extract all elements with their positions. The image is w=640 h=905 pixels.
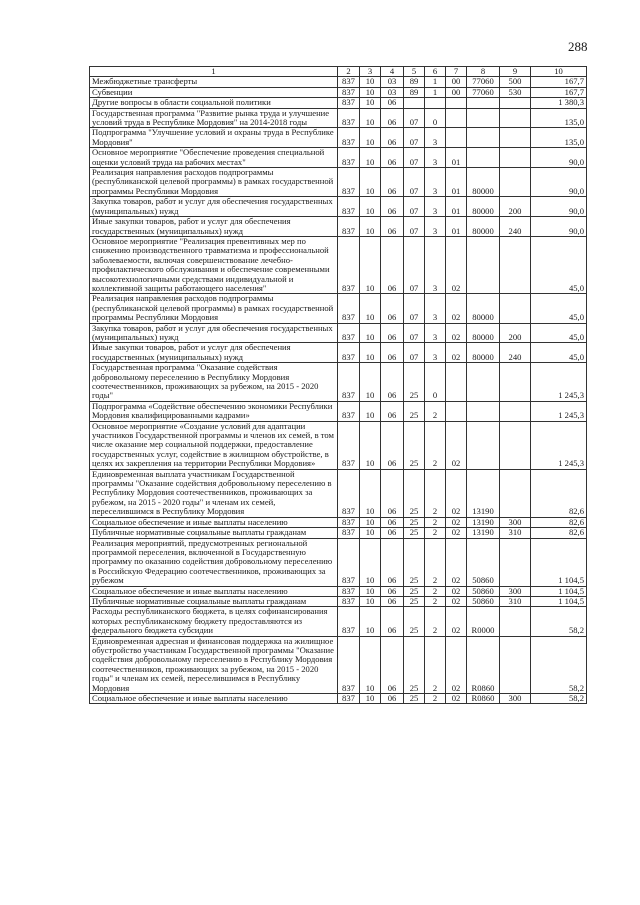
- column-header: 6: [425, 67, 446, 77]
- amount-cell: 167,7: [531, 87, 587, 97]
- code-cell: [500, 363, 531, 402]
- code-cell: 10: [360, 128, 381, 148]
- amount-cell: 1 245,3: [531, 401, 587, 421]
- code-cell: 3: [425, 236, 446, 293]
- code-cell: 00: [446, 77, 467, 87]
- code-cell: 1: [425, 77, 446, 87]
- table-row: [90, 517, 587, 527]
- row-name-cell: Иные закупки товаров, работ и услуг для обеспечения государственных (муниципальных) нужд: [90, 217, 338, 237]
- code-cell: 2: [425, 586, 446, 596]
- code-cell: 06: [381, 469, 404, 517]
- code-cell: 02: [446, 343, 467, 363]
- table-row: [90, 469, 587, 517]
- code-cell: 03: [381, 77, 404, 87]
- code-cell: 02: [446, 236, 467, 293]
- row-name-cell: Реализация направления расходов подпрограммы (республиканской целевой программы) в рамках государственной программы Республики Мордовия: [90, 168, 338, 197]
- code-cell: 2: [425, 636, 446, 693]
- row-name-cell: Основное мероприятие "Реализация превентивных мер по снижению производственного травматизма и профессиональной заболеваемости, включая совершенствование лечебно-профилактического обслуживания и обеспечение современными высокотехнологичными средствами индивидуальной и коллективной защиты работающего населения": [90, 236, 338, 293]
- code-cell: 837: [338, 128, 360, 148]
- row-name-cell: Основное мероприятие «Создание условий для адаптации участников Государственной программы и членов их семей, в том числе оказание мер социальной поддержки, предоставление государственных услуг, содействие в жилищном обустройстве, в целях их закрепления на территории Республики Мордовия»: [90, 421, 338, 469]
- code-cell: 25: [404, 363, 425, 402]
- code-cell: 06: [381, 607, 404, 636]
- code-cell: 02: [446, 607, 467, 636]
- code-cell: 300: [500, 694, 531, 704]
- code-cell: 2: [425, 421, 446, 469]
- amount-cell: 1 104,5: [531, 586, 587, 596]
- table-row: [90, 694, 587, 704]
- code-cell: 89: [404, 77, 425, 87]
- code-cell: [467, 98, 500, 108]
- amount-cell: 167,7: [531, 77, 587, 87]
- code-cell: [467, 421, 500, 469]
- code-cell: 25: [404, 517, 425, 527]
- code-cell: 07: [404, 197, 425, 217]
- table-row: [90, 538, 587, 586]
- column-header: 10: [531, 67, 587, 77]
- code-cell: 80000: [467, 197, 500, 217]
- code-cell: 07: [404, 148, 425, 168]
- code-cell: [467, 401, 500, 421]
- table-row: [90, 528, 587, 538]
- column-header: 4: [381, 67, 404, 77]
- code-cell: 2: [425, 596, 446, 606]
- code-cell: 06: [381, 636, 404, 693]
- code-cell: 06: [381, 363, 404, 402]
- code-cell: 77060: [467, 87, 500, 97]
- code-cell: 837: [338, 343, 360, 363]
- code-cell: 25: [404, 636, 425, 693]
- code-cell: 10: [360, 469, 381, 517]
- amount-cell: 90,0: [531, 168, 587, 197]
- code-cell: 837: [338, 469, 360, 517]
- code-cell: 07: [404, 343, 425, 363]
- code-cell: [500, 236, 531, 293]
- table-row: [90, 168, 587, 197]
- amount-cell: 90,0: [531, 148, 587, 168]
- code-cell: [500, 98, 531, 108]
- code-cell: 06: [381, 168, 404, 197]
- table-row: [90, 607, 587, 636]
- code-cell: 2: [425, 538, 446, 586]
- code-cell: 837: [338, 607, 360, 636]
- code-cell: 0: [425, 363, 446, 402]
- code-cell: 3: [425, 197, 446, 217]
- code-cell: 01: [446, 217, 467, 237]
- row-name-cell: Иные закупки товаров, работ и услуг для обеспечения государственных (муниципальных) нужд: [90, 343, 338, 363]
- code-cell: 10: [360, 586, 381, 596]
- code-cell: [500, 469, 531, 517]
- code-cell: 3: [425, 343, 446, 363]
- row-name-cell: Подпрограмма «Содействие обеспечению экономики Республики Мордовия квалифицированными кадрами»: [90, 401, 338, 421]
- code-cell: 3: [425, 323, 446, 343]
- code-cell: [500, 108, 531, 128]
- code-cell: 837: [338, 538, 360, 586]
- code-cell: 837: [338, 217, 360, 237]
- code-cell: 10: [360, 363, 381, 402]
- amount-cell: 58,2: [531, 694, 587, 704]
- code-cell: 07: [404, 294, 425, 323]
- code-cell: 10: [360, 636, 381, 693]
- code-cell: 2: [425, 469, 446, 517]
- amount-cell: 90,0: [531, 217, 587, 237]
- code-cell: 10: [360, 538, 381, 586]
- code-cell: 01: [446, 197, 467, 217]
- code-cell: [404, 98, 425, 108]
- code-cell: 200: [500, 323, 531, 343]
- code-cell: [500, 128, 531, 148]
- code-cell: 837: [338, 236, 360, 293]
- row-name-cell: Подпрограмма "Улучшение условий и охраны труда в Республике Мордовия": [90, 128, 338, 148]
- code-cell: 06: [381, 596, 404, 606]
- code-cell: 02: [446, 517, 467, 527]
- code-cell: 837: [338, 528, 360, 538]
- column-header: 8: [467, 67, 500, 77]
- code-cell: 50860: [467, 586, 500, 596]
- code-cell: 25: [404, 538, 425, 586]
- table-row: [90, 343, 587, 363]
- code-cell: 10: [360, 168, 381, 197]
- code-cell: 06: [381, 528, 404, 538]
- amount-cell: 1 245,3: [531, 421, 587, 469]
- code-cell: 10: [360, 236, 381, 293]
- row-name-cell: Закупка товаров, работ и услуг для обеспечения государственных (муниципальных) нужд: [90, 197, 338, 217]
- code-cell: 837: [338, 108, 360, 128]
- amount-cell: 45,0: [531, 294, 587, 323]
- code-cell: 06: [381, 108, 404, 128]
- amount-cell: 82,6: [531, 517, 587, 527]
- code-cell: 837: [338, 148, 360, 168]
- code-cell: [500, 421, 531, 469]
- code-cell: 07: [404, 323, 425, 343]
- code-cell: [500, 607, 531, 636]
- code-cell: 10: [360, 421, 381, 469]
- code-cell: [446, 401, 467, 421]
- code-cell: 80000: [467, 217, 500, 237]
- code-cell: 837: [338, 363, 360, 402]
- budget-table: [89, 66, 587, 704]
- amount-cell: 1 104,5: [531, 596, 587, 606]
- amount-cell: 82,6: [531, 469, 587, 517]
- code-cell: 837: [338, 401, 360, 421]
- amount-cell: 1 104,5: [531, 538, 587, 586]
- code-cell: 10: [360, 607, 381, 636]
- code-cell: [500, 294, 531, 323]
- column-header: 2: [338, 67, 360, 77]
- code-cell: 02: [446, 421, 467, 469]
- code-cell: 10: [360, 528, 381, 538]
- table-row: [90, 77, 587, 87]
- code-cell: 01: [446, 168, 467, 197]
- amount-cell: 58,2: [531, 636, 587, 693]
- table-row: [90, 401, 587, 421]
- column-header: 7: [446, 67, 467, 77]
- code-cell: 06: [381, 148, 404, 168]
- code-cell: 10: [360, 694, 381, 704]
- code-cell: 10: [360, 401, 381, 421]
- row-name-cell: Социальное обеспечение и иные выплаты населению: [90, 694, 338, 704]
- row-name-cell: Субвенции: [90, 87, 338, 97]
- row-name-cell: Реализация направления расходов подпрограммы (республиканской целевой программы) в рамках государственной программы Республики Мордовия: [90, 294, 338, 323]
- row-name-cell: Единовременная выплата участникам Государственной программы "Оказание содействия добровольному переселению в Республику Мордовия соотечественников, проживающих за рубежом, на 2015 - 2020 годы" и членам их семей, переселившимся в Республику Мордовия: [90, 469, 338, 517]
- code-cell: 10: [360, 197, 381, 217]
- table-row: [90, 363, 587, 402]
- code-cell: 06: [381, 517, 404, 527]
- code-cell: 50860: [467, 596, 500, 606]
- column-header: 9: [500, 67, 531, 77]
- code-cell: 837: [338, 323, 360, 343]
- table-row: [90, 197, 587, 217]
- code-cell: 300: [500, 586, 531, 596]
- code-cell: 837: [338, 98, 360, 108]
- code-cell: 50860: [467, 538, 500, 586]
- code-cell: 06: [381, 197, 404, 217]
- table-row: [90, 217, 587, 237]
- code-cell: 02: [446, 694, 467, 704]
- column-header: 5: [404, 67, 425, 77]
- code-cell: 80000: [467, 343, 500, 363]
- code-cell: 10: [360, 596, 381, 606]
- table-header-row: [90, 67, 587, 77]
- table-row: [90, 636, 587, 693]
- code-cell: 837: [338, 197, 360, 217]
- code-cell: 10: [360, 98, 381, 108]
- code-cell: 2: [425, 401, 446, 421]
- code-cell: 02: [446, 636, 467, 693]
- code-cell: 10: [360, 217, 381, 237]
- code-cell: [500, 148, 531, 168]
- code-cell: 240: [500, 343, 531, 363]
- code-cell: [500, 636, 531, 693]
- code-cell: 06: [381, 236, 404, 293]
- code-cell: 77060: [467, 77, 500, 87]
- code-cell: 06: [381, 586, 404, 596]
- code-cell: 03: [381, 87, 404, 97]
- table-row: [90, 596, 587, 606]
- code-cell: 06: [381, 538, 404, 586]
- code-cell: 837: [338, 517, 360, 527]
- code-cell: R0860: [467, 636, 500, 693]
- code-cell: 10: [360, 343, 381, 363]
- code-cell: [425, 98, 446, 108]
- code-cell: 01: [446, 148, 467, 168]
- code-cell: 07: [404, 108, 425, 128]
- code-cell: 837: [338, 596, 360, 606]
- code-cell: 3: [425, 294, 446, 323]
- row-name-cell: Публичные нормативные социальные выплаты гражданам: [90, 528, 338, 538]
- code-cell: 2: [425, 517, 446, 527]
- code-cell: 10: [360, 517, 381, 527]
- code-cell: 10: [360, 77, 381, 87]
- table-row: [90, 236, 587, 293]
- code-cell: 02: [446, 469, 467, 517]
- code-cell: 2: [425, 607, 446, 636]
- code-cell: 02: [446, 596, 467, 606]
- code-cell: 07: [404, 168, 425, 197]
- code-cell: 10: [360, 294, 381, 323]
- code-cell: 07: [404, 217, 425, 237]
- code-cell: 25: [404, 694, 425, 704]
- code-cell: 1: [425, 87, 446, 97]
- code-cell: 3: [425, 148, 446, 168]
- column-header: 3: [360, 67, 381, 77]
- code-cell: 25: [404, 469, 425, 517]
- code-cell: 06: [381, 98, 404, 108]
- table-row: [90, 98, 587, 108]
- code-cell: 80000: [467, 294, 500, 323]
- code-cell: 25: [404, 421, 425, 469]
- amount-cell: 1 380,3: [531, 98, 587, 108]
- code-cell: [500, 401, 531, 421]
- amount-cell: 90,0: [531, 197, 587, 217]
- code-cell: 300: [500, 517, 531, 527]
- code-cell: 837: [338, 87, 360, 97]
- code-cell: 06: [381, 294, 404, 323]
- code-cell: 2: [425, 528, 446, 538]
- row-name-cell: Социальное обеспечение и иные выплаты населению: [90, 517, 338, 527]
- code-cell: 530: [500, 87, 531, 97]
- row-name-cell: Расходы республиканского бюджета, в целях софинансирования которых республиканскому бюджету предоставляются из федерального бюджета субсидии: [90, 607, 338, 636]
- amount-cell: 45,0: [531, 236, 587, 293]
- code-cell: 25: [404, 401, 425, 421]
- code-cell: 837: [338, 694, 360, 704]
- code-cell: 10: [360, 108, 381, 128]
- table-row: [90, 128, 587, 148]
- code-cell: [467, 148, 500, 168]
- column-header: 1: [90, 67, 338, 77]
- amount-cell: 1 245,3: [531, 363, 587, 402]
- code-cell: 07: [404, 128, 425, 148]
- code-cell: R0000: [467, 607, 500, 636]
- code-cell: 25: [404, 528, 425, 538]
- code-cell: 00: [446, 87, 467, 97]
- code-cell: [446, 108, 467, 128]
- code-cell: 0: [425, 108, 446, 128]
- code-cell: [500, 538, 531, 586]
- code-cell: [467, 363, 500, 402]
- row-name-cell: Государственная программа "Оказание содействия добровольному переселению в Республику Мордовия соотечественников, проживающих за рубежом, на 2015 - 2020 годы": [90, 363, 338, 402]
- row-name-cell: Государственная программа "Развитие рынка труда и улучшение условий труда в Республике Мордовия" на 2014-2018 годы: [90, 108, 338, 128]
- code-cell: 837: [338, 77, 360, 87]
- page-number: 288: [568, 39, 588, 54]
- code-cell: [446, 128, 467, 148]
- table-row: [90, 586, 587, 596]
- table-row: [90, 148, 587, 168]
- code-cell: 837: [338, 294, 360, 323]
- code-cell: R0860: [467, 694, 500, 704]
- code-cell: [446, 98, 467, 108]
- row-name-cell: Основное мероприятие "Обеспечение проведения специальной оценки условий труда на рабочих местах": [90, 148, 338, 168]
- code-cell: [467, 108, 500, 128]
- amount-cell: 82,6: [531, 528, 587, 538]
- row-name-cell: Реализация мероприятий, предусмотренных региональной программой переселения, включенной в Государственную программу по оказанию содействия добровольному переселению в Российскую Федерацию соотечественников, проживающих за рубежом: [90, 538, 338, 586]
- code-cell: 02: [446, 586, 467, 596]
- code-cell: [500, 168, 531, 197]
- code-cell: [446, 363, 467, 402]
- code-cell: 10: [360, 87, 381, 97]
- code-cell: 310: [500, 528, 531, 538]
- code-cell: 837: [338, 636, 360, 693]
- code-cell: 25: [404, 607, 425, 636]
- code-cell: 837: [338, 168, 360, 197]
- code-cell: 10: [360, 148, 381, 168]
- code-cell: [467, 128, 500, 148]
- code-cell: 02: [446, 294, 467, 323]
- code-cell: 02: [446, 538, 467, 586]
- table-row: [90, 87, 587, 97]
- code-cell: 200: [500, 197, 531, 217]
- table-row: [90, 421, 587, 469]
- code-cell: 500: [500, 77, 531, 87]
- code-cell: 07: [404, 236, 425, 293]
- code-cell: 06: [381, 128, 404, 148]
- code-cell: 3: [425, 217, 446, 237]
- code-cell: 89: [404, 87, 425, 97]
- code-cell: 06: [381, 421, 404, 469]
- code-cell: 13190: [467, 528, 500, 538]
- code-cell: [467, 236, 500, 293]
- code-cell: 837: [338, 421, 360, 469]
- code-cell: 06: [381, 323, 404, 343]
- row-name-cell: Публичные нормативные социальные выплаты гражданам: [90, 596, 338, 606]
- code-cell: 3: [425, 128, 446, 148]
- code-cell: 80000: [467, 323, 500, 343]
- table-row: [90, 323, 587, 343]
- code-cell: 10: [360, 323, 381, 343]
- code-cell: 240: [500, 217, 531, 237]
- code-cell: 25: [404, 596, 425, 606]
- code-cell: 02: [446, 528, 467, 538]
- table-row: [90, 294, 587, 323]
- code-cell: 3: [425, 168, 446, 197]
- code-cell: 02: [446, 323, 467, 343]
- code-cell: 13190: [467, 517, 500, 527]
- code-cell: 310: [500, 596, 531, 606]
- row-name-cell: Социальное обеспечение и иные выплаты населению: [90, 586, 338, 596]
- code-cell: 25: [404, 586, 425, 596]
- row-name-cell: Другие вопросы в области социальной политики: [90, 98, 338, 108]
- code-cell: 13190: [467, 469, 500, 517]
- amount-cell: 58,2: [531, 607, 587, 636]
- code-cell: 2: [425, 694, 446, 704]
- code-cell: 06: [381, 694, 404, 704]
- table-row: [90, 108, 587, 128]
- amount-cell: 135,0: [531, 128, 587, 148]
- row-name-cell: Закупка товаров, работ и услуг для обеспечения государственных (муниципальных) нужд: [90, 323, 338, 343]
- code-cell: 837: [338, 586, 360, 596]
- amount-cell: 45,0: [531, 343, 587, 363]
- code-cell: 06: [381, 401, 404, 421]
- code-cell: 80000: [467, 168, 500, 197]
- code-cell: 06: [381, 217, 404, 237]
- amount-cell: 45,0: [531, 323, 587, 343]
- row-name-cell: Единовременная адресная и финансовая поддержка на жилищное обустройство участникам Государственной программы "Оказание содействия добровольному переселению в Республику Мордовия соотечественников, проживающих за рубежом, на 2015 - 2020 годы" и членам их семей, переселившимся в Республику Мордовия: [90, 636, 338, 693]
- row-name-cell: Межбюджетные трансферты: [90, 77, 338, 87]
- amount-cell: 135,0: [531, 108, 587, 128]
- code-cell: 06: [381, 343, 404, 363]
